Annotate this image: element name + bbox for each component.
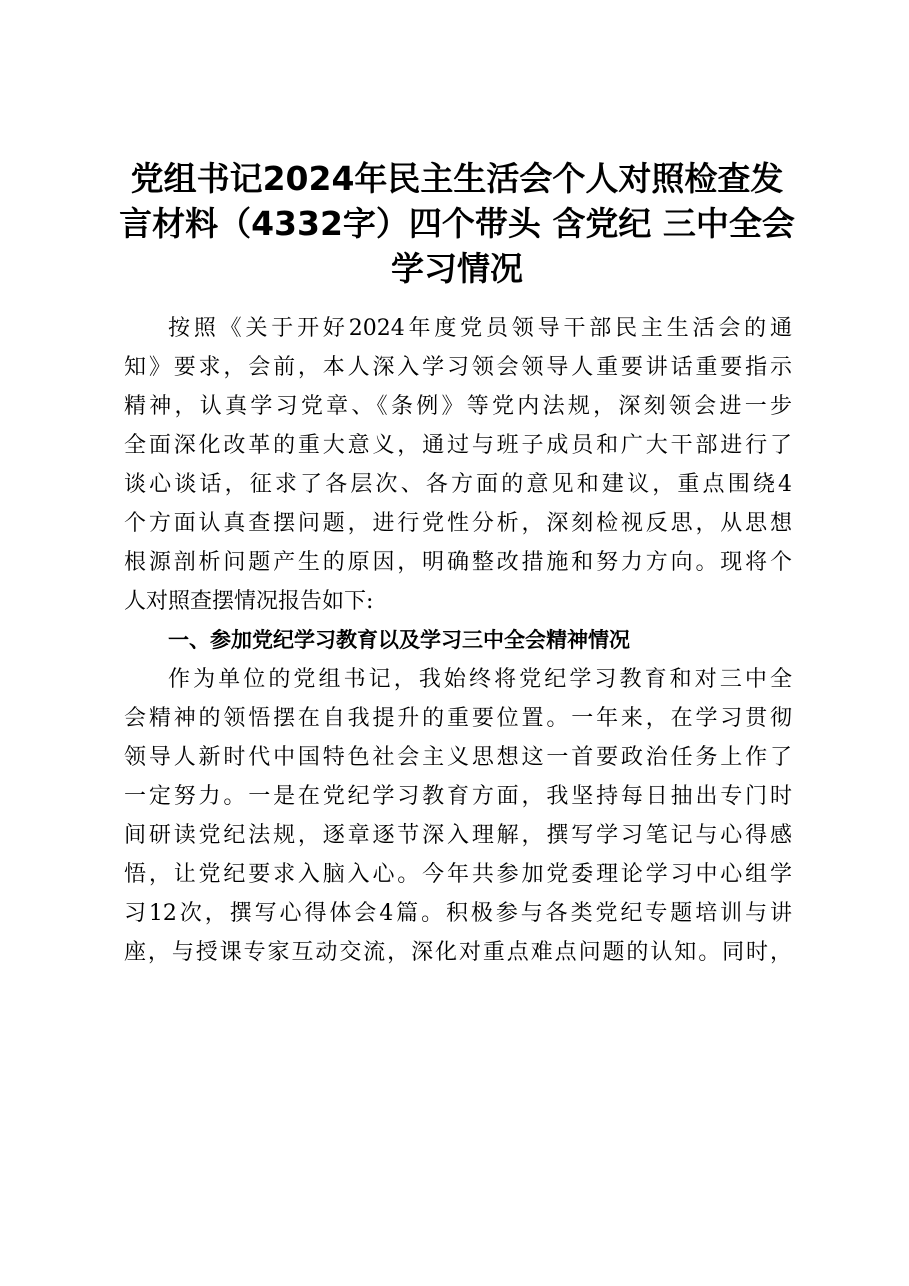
paragraph-line: 座，与授课专家互动交流，深化对重点难点问题的认知。同时， [124,940,792,965]
section-heading: 一、参加党纪学习教育以及学习三中全会精神情况 [168,628,630,652]
paragraph-line: 领导人新时代中国特色社会主义思想这一首要政治任务上作了 [124,745,792,770]
title-line: 党组书记2024年民主生活会个人对照检查发 [130,159,784,198]
paragraph-line: 会精神的领悟摆在自我提升的重要位置。一年来，在学习贯彻 [124,706,792,731]
document-title [112,156,802,291]
paragraph-line: 按照《关于开好2024年度党员领导干部民主生活会的通 [168,316,792,341]
paragraph-line: 一定努力。一是在党纪学习教育方面，我坚持每日抽出专门时 [124,784,792,809]
paragraph-line: 精神，认真学习党章、《条例》等党内法规，深刻领会进一步 [124,394,792,419]
paragraph-line: 人对照查摆情况报告如下: [124,589,374,614]
paragraph-line: 习12次，撰写心得体会4篇。积极参与各类党纪专题培训与讲 [124,901,792,926]
title-line: 学习情况 [391,249,523,288]
paragraph-line: 全面深化改革的重大意义，通过与班子成员和广大干部进行了 [124,433,792,458]
paragraph-line: 谈心谈话，征求了各层次、各方面的意见和建议，重点围绕4 [124,472,792,497]
paragraph-line: 作为单位的党组书记，我始终将党纪学习教育和对三中全 [168,667,792,692]
title-line: 言材料（4332字）四个带头 含党纪 三中全会 [119,204,795,243]
section1-paragraph [124,660,792,972]
paragraph-line: 根源剖析问题产生的原因，明确整改措施和努力方向。现将个 [124,550,792,575]
intro-paragraph [124,309,792,621]
paragraph-line: 个方面认真查摆问题，进行党性分析，深刻检视反思，从思想 [124,511,792,536]
document-body [124,309,792,972]
paragraph-line: 知》要求，会前，本人深入学习领会领导人重要讲话重要指示 [124,355,792,380]
paragraph-line: 间研读党纪法规，逐章逐节深入理解，撰写学习笔记与心得感 [124,823,792,848]
paragraph-line: 悟，让党纪要求入脑入心。今年共参加党委理论学习中心组学 [124,862,792,887]
